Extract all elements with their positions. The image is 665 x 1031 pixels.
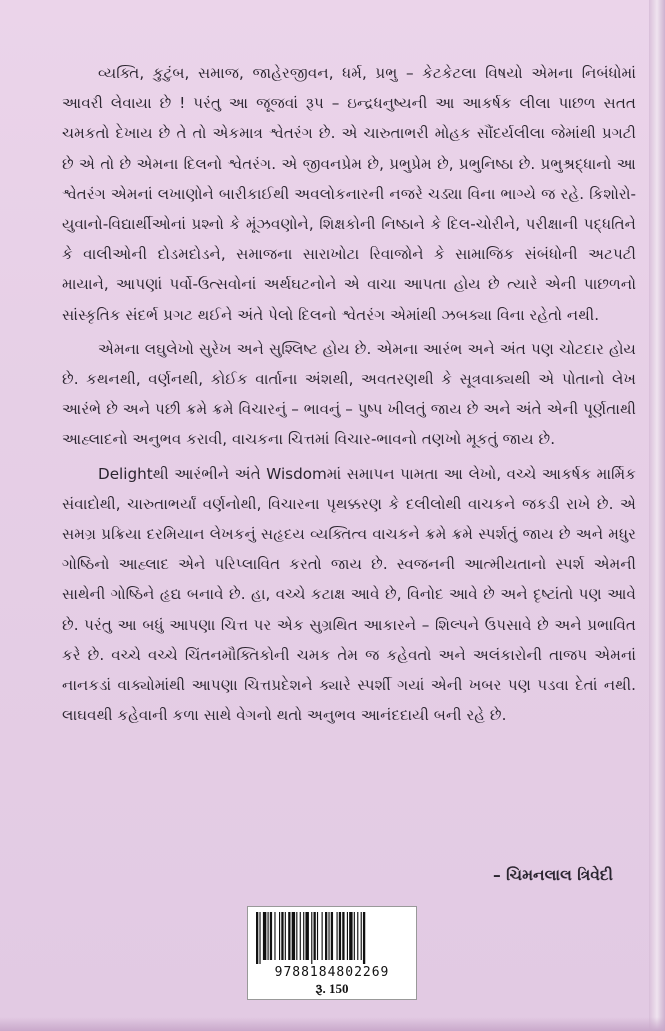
barcode-image xyxy=(256,912,408,964)
blurb-text xyxy=(62,58,636,730)
cover-edge xyxy=(649,0,665,1031)
blurb-paragraph-2: એમના લઘુલેખો સુરેખ અને સુશ્લિષ્ટ હોય છે. એમના આરંભ અને અંત પણ ચોટદાર હોય છે. કથનથી, વર્ણનથી, કોઈક વાર્તાના અંશથી, અવતરણથી કે સૂત્રવાક્યથી એ પોતાનો લેખ આરંભે છે અને પછી ક્રમે ક્રમે વિચારનું – ભાવનું – પુષ્પ ખીલતું જાય છે અને અંતે એની પૂર્ણતાથી આહ્લાદનો અનુભવ કરાવી, વાચકના ચિત્તમાં વિચાર-ભાવનો તણખો મૂકતું જાય છે. xyxy=(62,339,636,449)
author-signature: – ચિમનલાલ ત્રિવેદી xyxy=(493,866,613,884)
cover-bottom-edge xyxy=(0,1017,665,1031)
barcode-sticker xyxy=(247,906,417,1000)
price-label: રૂ. 150 xyxy=(315,981,349,996)
blurb-paragraph-3: Delightથી આરંભીને અંતે Wisdomમાં સમાપન પામતા આ લેખો, વચ્ચે આકર્ષક માર્મિક સંવાદોથી, ચારુતાભર્યાં વર્ણનોથી, વિચારના પૃથક્કરણ કે દલીલોથી વાચકને જકડી રાખે છે. એ સમગ્ર પ્રક્રિયા દરમિયાન લેખકનું સહૃદય વ્યક્તિત્વ વાચકને ક્રમે ક્રમે સ્પર્શતું જાય છે અને મધુર ગોષ્ઠિનો આહ્લાદ એને પરિપ્લાવિત કરતો જાય છે. સ્વજનની આત્મીયતાનો સ્પર્શ એમની સાથેની ગોષ્ઠિને હૃદ્ય બનાવે છે. હા, વચ્ચે કટાક્ષ આવે છે, વિનોદ આવે છે અને દૃષ્ટાંતો પણ આવે છે. પરંતુ આ બધું આપણા ચિત્ત પર એક સુગ્રથિત આકારને – શિલ્પને ઉપસાવે છે અને પ્રભાવિત કરે છે. વચ્ચે વચ્ચે ચિંતનમૌક્તિકોની ચમક તેમ જ કહેવતો અને અલંકારોની તાજપ એમનાં નાનકડાં વાક્યોમાંથી આપણા ચિત્તપ્રદેશને ક્યારે સ્પર્શી ગયાં એની ખબર પણ પડવા દેતાં નથી. લાઘવથી કહેવાની કળા સાથે વેગનો થતો અનુભવ આનંદદાયી બની રહે છે. xyxy=(62,464,636,725)
blurb-paragraph-1: વ્યક્તિ, કુટુંબ, સમાજ, જાહેરજીવન, ધર્મ, પ્રભુ – કેટકેટલા વિષયો એમના નિબંધોમાં આવરી લેવાયા છે ! પરંતુ આ જૂજવાં રૂપ – ઇન્દ્રધનુષ્યની આ આકર્ષક લીલા પાછળ સતત ચમકતો દેખાય છે તે તો એકમાત્ર શ્વેતરંગ છે. એ ચારુતાભરી મોહક સૌંદર્યલીલા જેમાંથી પ્રગટી છે એ તો છે એમના દિલનો શ્વેતરંગ. એ જીવનપ્રેમ છે, પ્રભુપ્રેમ છે, પ્રભુનિષ્ઠા છે. પ્રભુશ્રદ્ધાનો આ શ્વેતરંગ એમનાં લખાણોને બારીકાઈથી અવલોકનારની નજરે ચડ્યા વિના ભાગ્યે જ રહે. કિશોરો-યુવાનો-વિદ્યાર્થીઓનાં પ્રશ્નો કે મૂંઝવણોને, શિક્ષકોની નિષ્ઠાને કે દિલ-ચોરીને, પરીક્ષાની પદ્ધતિને કે વાલીઓની દોડમદોડને, સમાજના સારાખોટા રિવાજોને કે સામાજિક સંબંધોની અટપટી માયાને, આપણાં પર્વો-ઉત્સવોનાં અર્થઘટનોને એ વાચા આપતા હોય છે ત્યારે એની પાછળનો સાંસ્કૃતિક સંદર્ભ પ્રગટ થઈને અંતે પેલો દિલનો શ્વેતરંગ એમાંથી ઝબક્યા વિના રહેતો નથી. xyxy=(62,64,636,324)
isbn-number: 9788184802269 xyxy=(274,965,390,980)
